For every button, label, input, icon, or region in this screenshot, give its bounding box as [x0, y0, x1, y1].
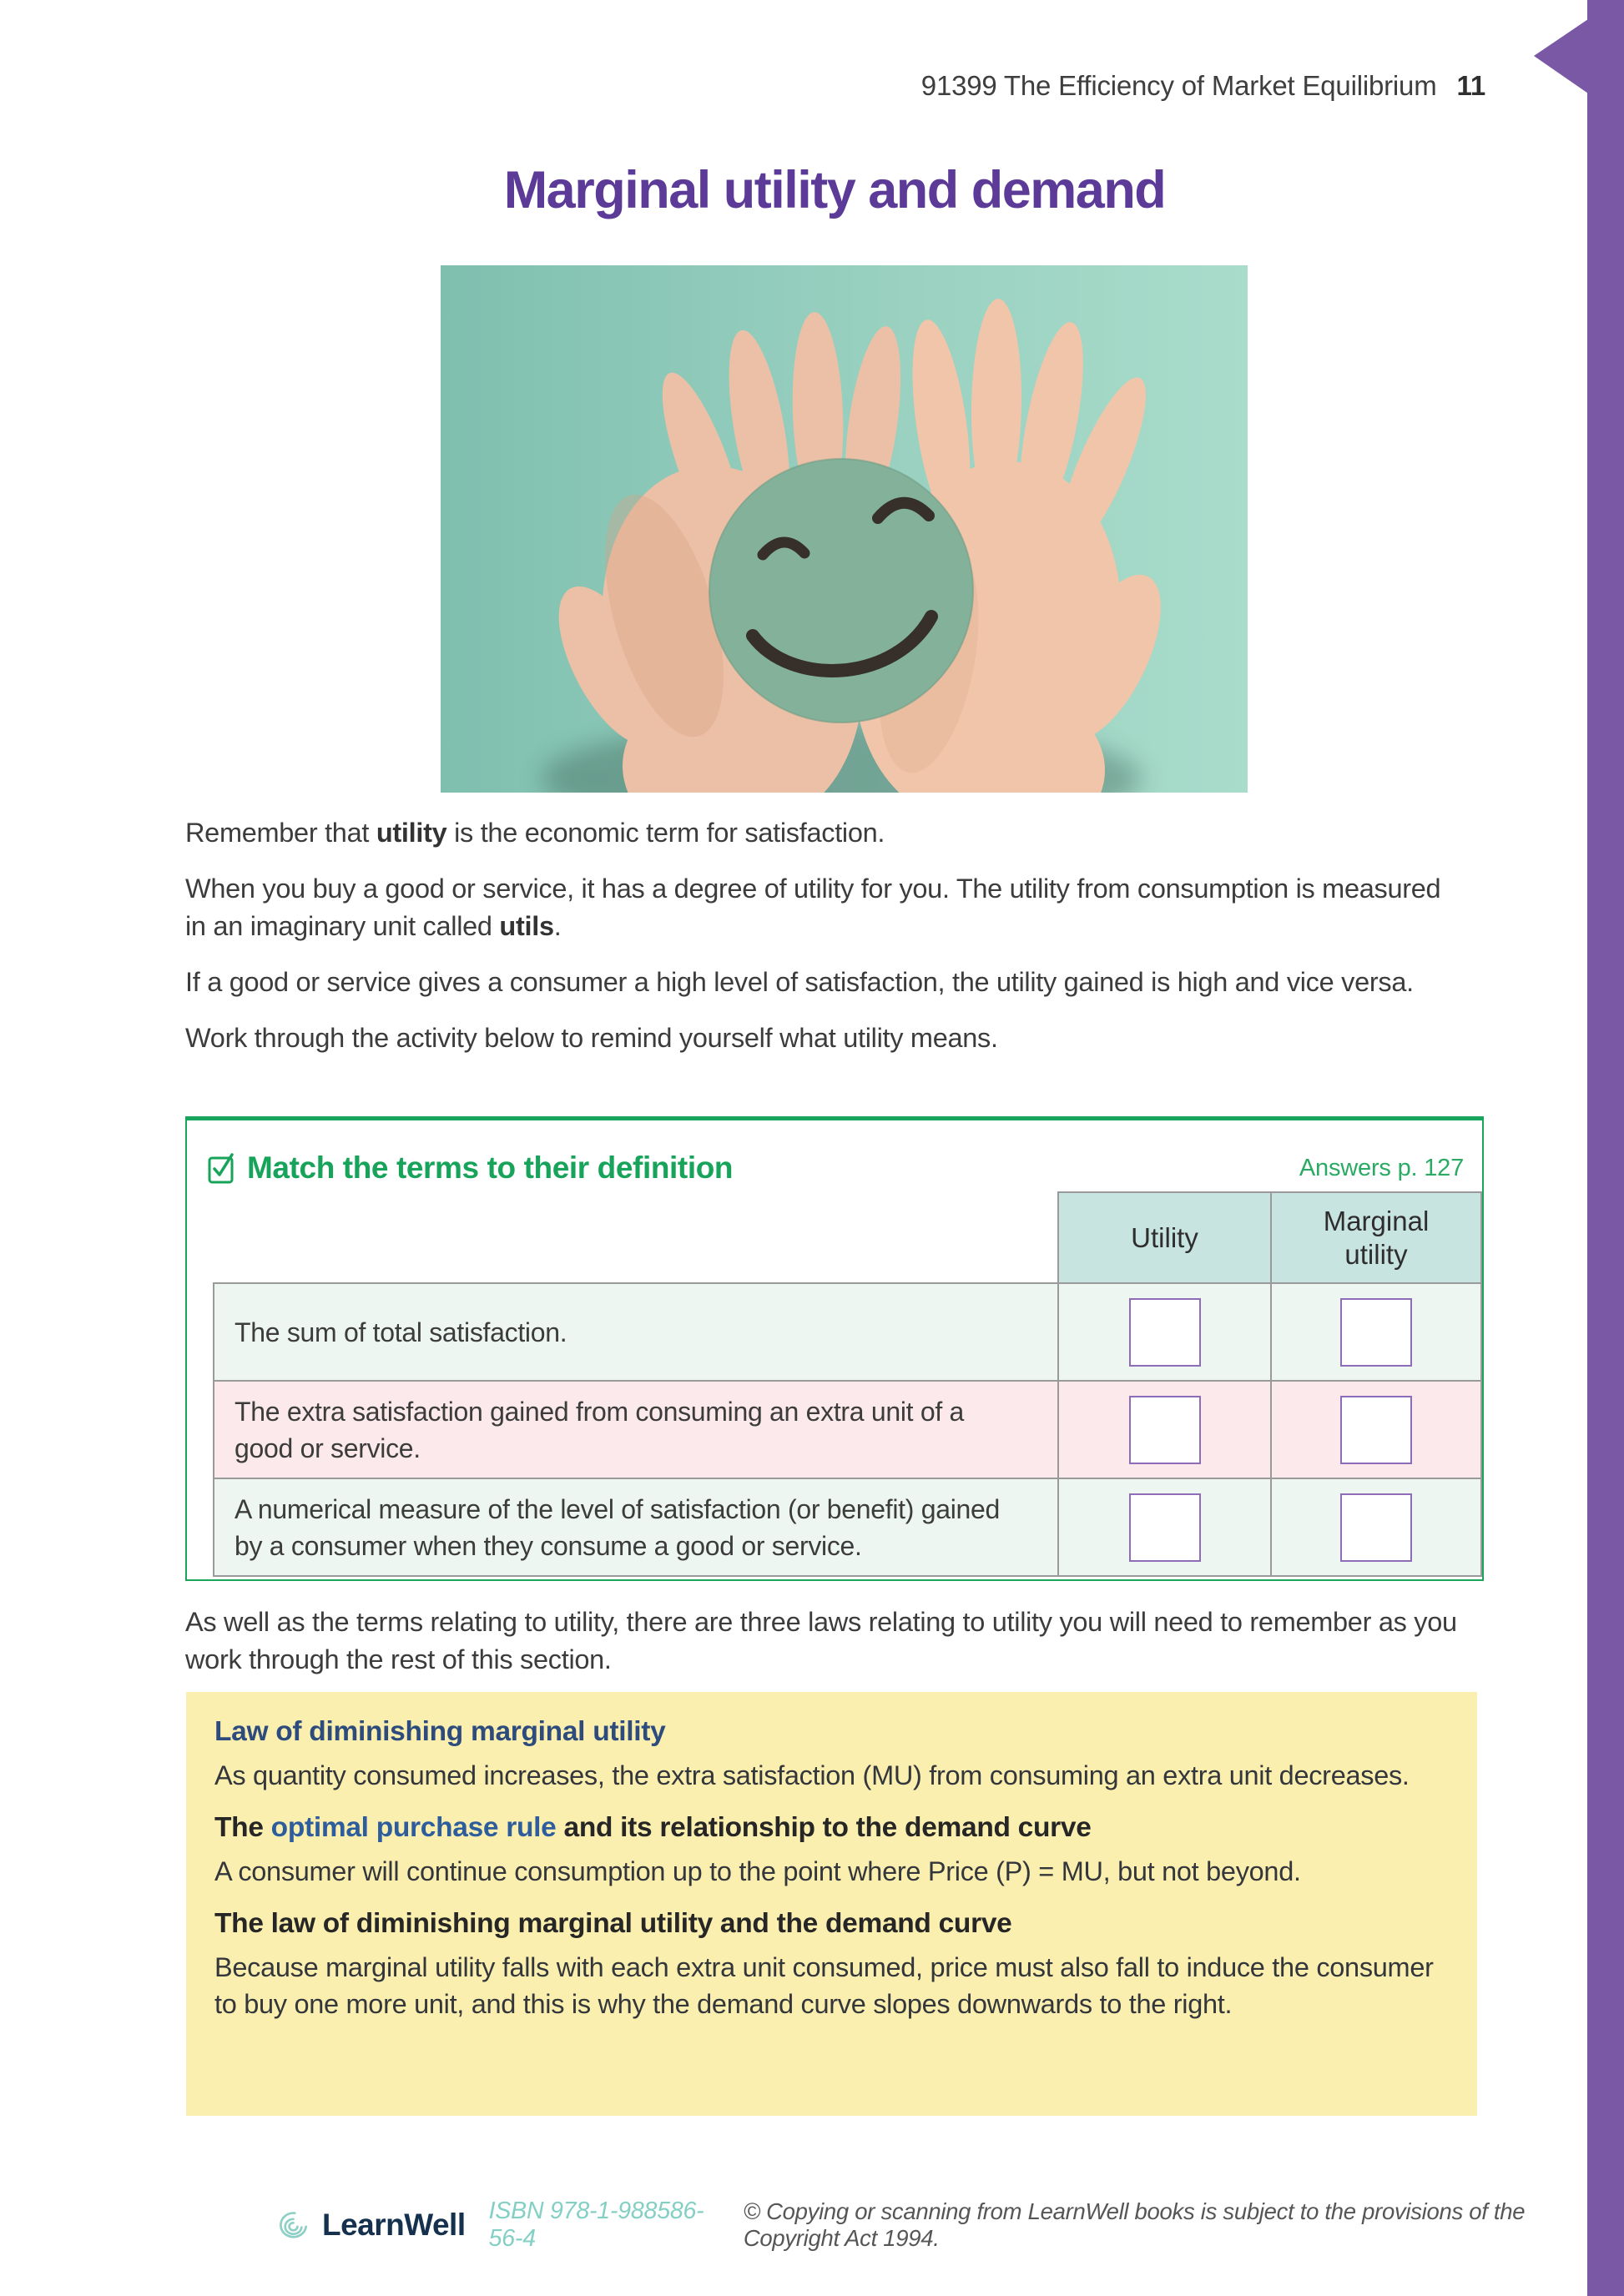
optimal-purchase-rule-term: optimal purchase rule	[270, 1812, 557, 1843]
definition-cell: A numerical measure of the level of satisfaction (or benefit) gained by a consumer when they consume a good or service.	[214, 1478, 1058, 1576]
intro-paragraph-4: Work through the activity below to remind yourself what utility means.	[185, 1023, 998, 1053]
copyright-text: © Copying or scanning from LearnWell books is subject to the provisions of the Copyright Act 1994.	[743, 2198, 1526, 2251]
running-head	[185, 70, 1485, 102]
utility-answer-cell	[1058, 1283, 1271, 1381]
law-heading-3: The law of diminishing marginal utility and the demand curve	[214, 1908, 1012, 1939]
answer-box-utility-1[interactable]	[1129, 1298, 1201, 1367]
page-edge-band	[1587, 0, 1624, 2296]
intro-paragraph-3: If a good or service gives a consumer a high level of satisfaction, the utility gained is high and vice versa.	[185, 967, 1414, 997]
law-paragraph-2: A consumer will continue consumption up to the point where Price (P) = MU, but not beyond.	[214, 1856, 1301, 1886]
page-footer	[275, 2198, 1624, 2253]
column-header-marginal-utility: Marginal utility	[1271, 1192, 1481, 1283]
table-row	[214, 1283, 1481, 1381]
law-heading-2	[214, 1811, 1447, 1845]
intro-p2-post: .	[553, 911, 562, 941]
page-title: Marginal utility and demand	[503, 161, 1166, 219]
law-paragraph-3: Because marginal utility falls with each extra unit consumed, price must also fall to induce the consumer to buy one more unit, and this is why the demand curve slopes downwards to the right.	[214, 1952, 1434, 2019]
answer-box-utility-2[interactable]	[1129, 1396, 1201, 1464]
answers-page-ref: Answers p. 127	[1299, 1154, 1464, 1181]
checkbox-icon	[207, 1151, 235, 1185]
brand-name: LearnWell	[321, 2208, 466, 2242]
answer-box-utility-3[interactable]	[1129, 1493, 1201, 1562]
smiley-hands-photo	[441, 265, 1248, 793]
definition-cell: The sum of total satisfaction.	[214, 1283, 1058, 1381]
utility-answer-cell	[1058, 1478, 1271, 1576]
intro-section	[185, 814, 1457, 1075]
answer-box-marginal-2[interactable]	[1340, 1396, 1412, 1464]
law-paragraph-1: As quantity consumed increases, the extra satisfaction (MU) from consuming an extra unit decreases.	[214, 1760, 1410, 1790]
table-header-row	[214, 1192, 1481, 1283]
laws-box	[186, 1692, 1477, 2116]
learnwell-logo-icon	[275, 2205, 311, 2245]
law-heading-1: Law of diminishing marginal utility	[214, 1716, 666, 1747]
table-row	[214, 1381, 1481, 1478]
page-number: 11	[1456, 70, 1485, 101]
bridge-section	[185, 1604, 1457, 1697]
table-row	[214, 1478, 1481, 1576]
empty-header-cell	[214, 1192, 1058, 1283]
answer-box-marginal-3[interactable]	[1340, 1493, 1412, 1562]
term-utils: utils	[499, 911, 554, 941]
law-h2-pre: The	[214, 1812, 271, 1843]
law-h2-post: and its relationship to the demand curve	[556, 1812, 1092, 1843]
column-header-utility: Utility	[1058, 1192, 1271, 1283]
chapter-title: 91399 The Efficiency of Market Equilibrium	[920, 70, 1437, 101]
match-table	[213, 1191, 1482, 1577]
answer-box-marginal-1[interactable]	[1340, 1298, 1412, 1367]
marginal-answer-cell	[1271, 1478, 1481, 1576]
marginal-answer-cell	[1271, 1381, 1481, 1478]
activity-title: Match the terms to their definition	[247, 1151, 734, 1185]
intro-paragraph-2	[185, 870, 1457, 945]
definition-cell: The extra satisfaction gained from consuming an extra unit of a good or service.	[214, 1381, 1058, 1478]
page-corner-ribbon-icon	[1534, 19, 1588, 93]
activity-header	[207, 1151, 1464, 1186]
marginal-answer-cell	[1271, 1283, 1481, 1381]
intro-p1-post: is the economic term for satisfaction.	[446, 818, 885, 848]
isbn-text: ISBN 978-1-988586-56-4	[488, 2198, 704, 2252]
utility-answer-cell	[1058, 1381, 1271, 1478]
bridge-paragraph: As well as the terms relating to utility, there are three laws relating to utility you will need to remember as you work through the rest of this section.	[185, 1607, 1457, 1674]
smiley-hands-illustration	[441, 265, 1248, 793]
intro-p2-pre: When you buy a good or service, it has a degree of utility for you. The utility from consumption is measured in an imaginary unit called	[185, 874, 1441, 941]
intro-p1-pre: Remember that	[185, 818, 376, 848]
term-utility: utility	[376, 818, 447, 848]
intro-paragraph-1	[185, 814, 1457, 852]
match-activity-box	[185, 1116, 1484, 1581]
